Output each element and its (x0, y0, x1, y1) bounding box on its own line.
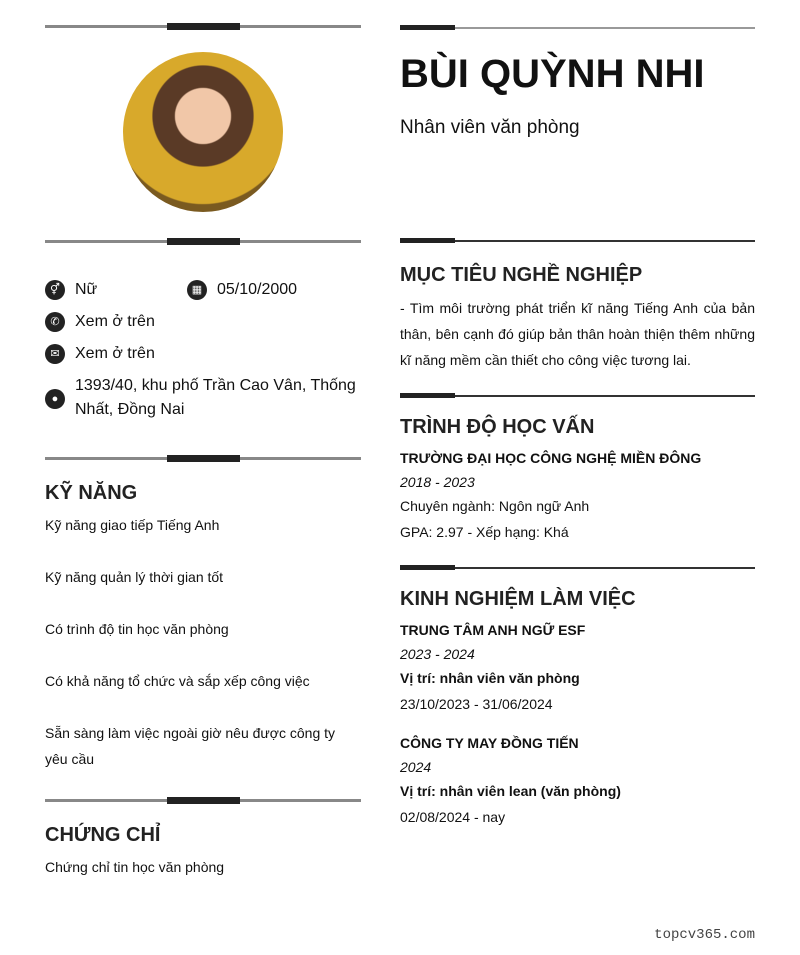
divider (400, 395, 755, 397)
avatar (123, 52, 283, 212)
experience-role: Vị trí: nhân viên văn phòng (400, 670, 580, 686)
dob (187, 278, 297, 302)
phone (45, 310, 155, 334)
skill-item: Có khả năng tổ chức và sắp xếp công việc (45, 673, 310, 689)
school-name: TRƯỜNG ĐẠI HỌC CÔNG NGHỆ MIỀN ĐÔNG (400, 450, 702, 466)
experience-dates: 23/10/2023 - 31/06/2024 (400, 696, 553, 712)
company-name: CÔNG TY MAY ĐỒNG TIẾN (400, 735, 579, 751)
experience-dates: 02/08/2024 - nay (400, 809, 506, 825)
address (45, 374, 361, 422)
divider (45, 25, 361, 28)
dob-text: 05/10/2000 (217, 281, 298, 298)
candidate-name: BÙI QUỲNH NHI (400, 52, 705, 96)
divider (400, 240, 755, 242)
divider (45, 457, 361, 460)
gender-icon: ⚥ (45, 280, 65, 300)
education-years: 2018 - 2023 (400, 474, 475, 490)
experience-heading: KINH NGHIỆM LÀM VIỆC (400, 588, 636, 610)
education-entry (400, 445, 701, 545)
address-text: 1393/40, khu phố Trần Cao Vân, Thống Nhất, Đồng Nai (75, 377, 356, 418)
education-gpa: GPA: 2.97 - Xếp hạng: Khá (400, 524, 569, 540)
email (45, 342, 155, 366)
experience-entry (400, 730, 621, 830)
divider (400, 567, 755, 569)
education-major: Chuyên ngành: Ngôn ngữ Anh (400, 498, 590, 514)
mail-icon: ✉ (45, 344, 65, 364)
experience-role: Vị trí: nhân viên lean (văn phòng) (400, 783, 621, 799)
objective-text: - Tìm môi trường phát triển kĩ năng Tiếng Anh của bản thân, bên cạnh đó giúp bản thân hoàn thiện thêm những kĩ năng mềm cần thiết cho công việc tương lai. (400, 300, 755, 368)
candidate-position: Nhân viên văn phòng (400, 117, 580, 138)
gender-text: Nữ (75, 281, 98, 298)
skill-item: Sẵn sàng làm việc ngoài giờ nêu được công ty yêu cầu (45, 725, 336, 767)
divider (45, 799, 361, 802)
skill-item: Có trình độ tin học văn phòng (45, 621, 229, 637)
certificate-item: Chứng chỉ tin học văn phòng (45, 859, 225, 875)
phone-text: Xem ở trên (75, 313, 155, 330)
experience-years: 2023 - 2024 (400, 646, 475, 662)
company-name: TRUNG TÂM ANH NGỮ ESF (400, 622, 586, 638)
skills-heading: KỸ NĂNG (45, 482, 138, 504)
experience-years: 2024 (400, 759, 432, 775)
education-heading: TRÌNH ĐỘ HỌC VẤN (400, 416, 595, 438)
certificates-heading: CHỨNG CHỈ (45, 824, 161, 846)
phone-icon: ✆ (45, 312, 65, 332)
skills-list (45, 512, 361, 772)
email-text: Xem ở trên (75, 345, 155, 362)
divider (400, 27, 755, 29)
footer-watermark: topcv365.com (654, 927, 755, 943)
gender (45, 278, 97, 302)
objective-heading: MỤC TIÊU NGHỀ NGHIỆP (400, 264, 643, 286)
calendar-icon: ▦ (187, 280, 207, 300)
skill-item: Kỹ năng quản lý thời gian tốt (45, 569, 224, 585)
divider (45, 240, 361, 243)
experience-entry (400, 617, 585, 717)
skill-item: Kỹ năng giao tiếp Tiếng Anh (45, 517, 220, 533)
location-pin-icon: ● (45, 389, 65, 409)
